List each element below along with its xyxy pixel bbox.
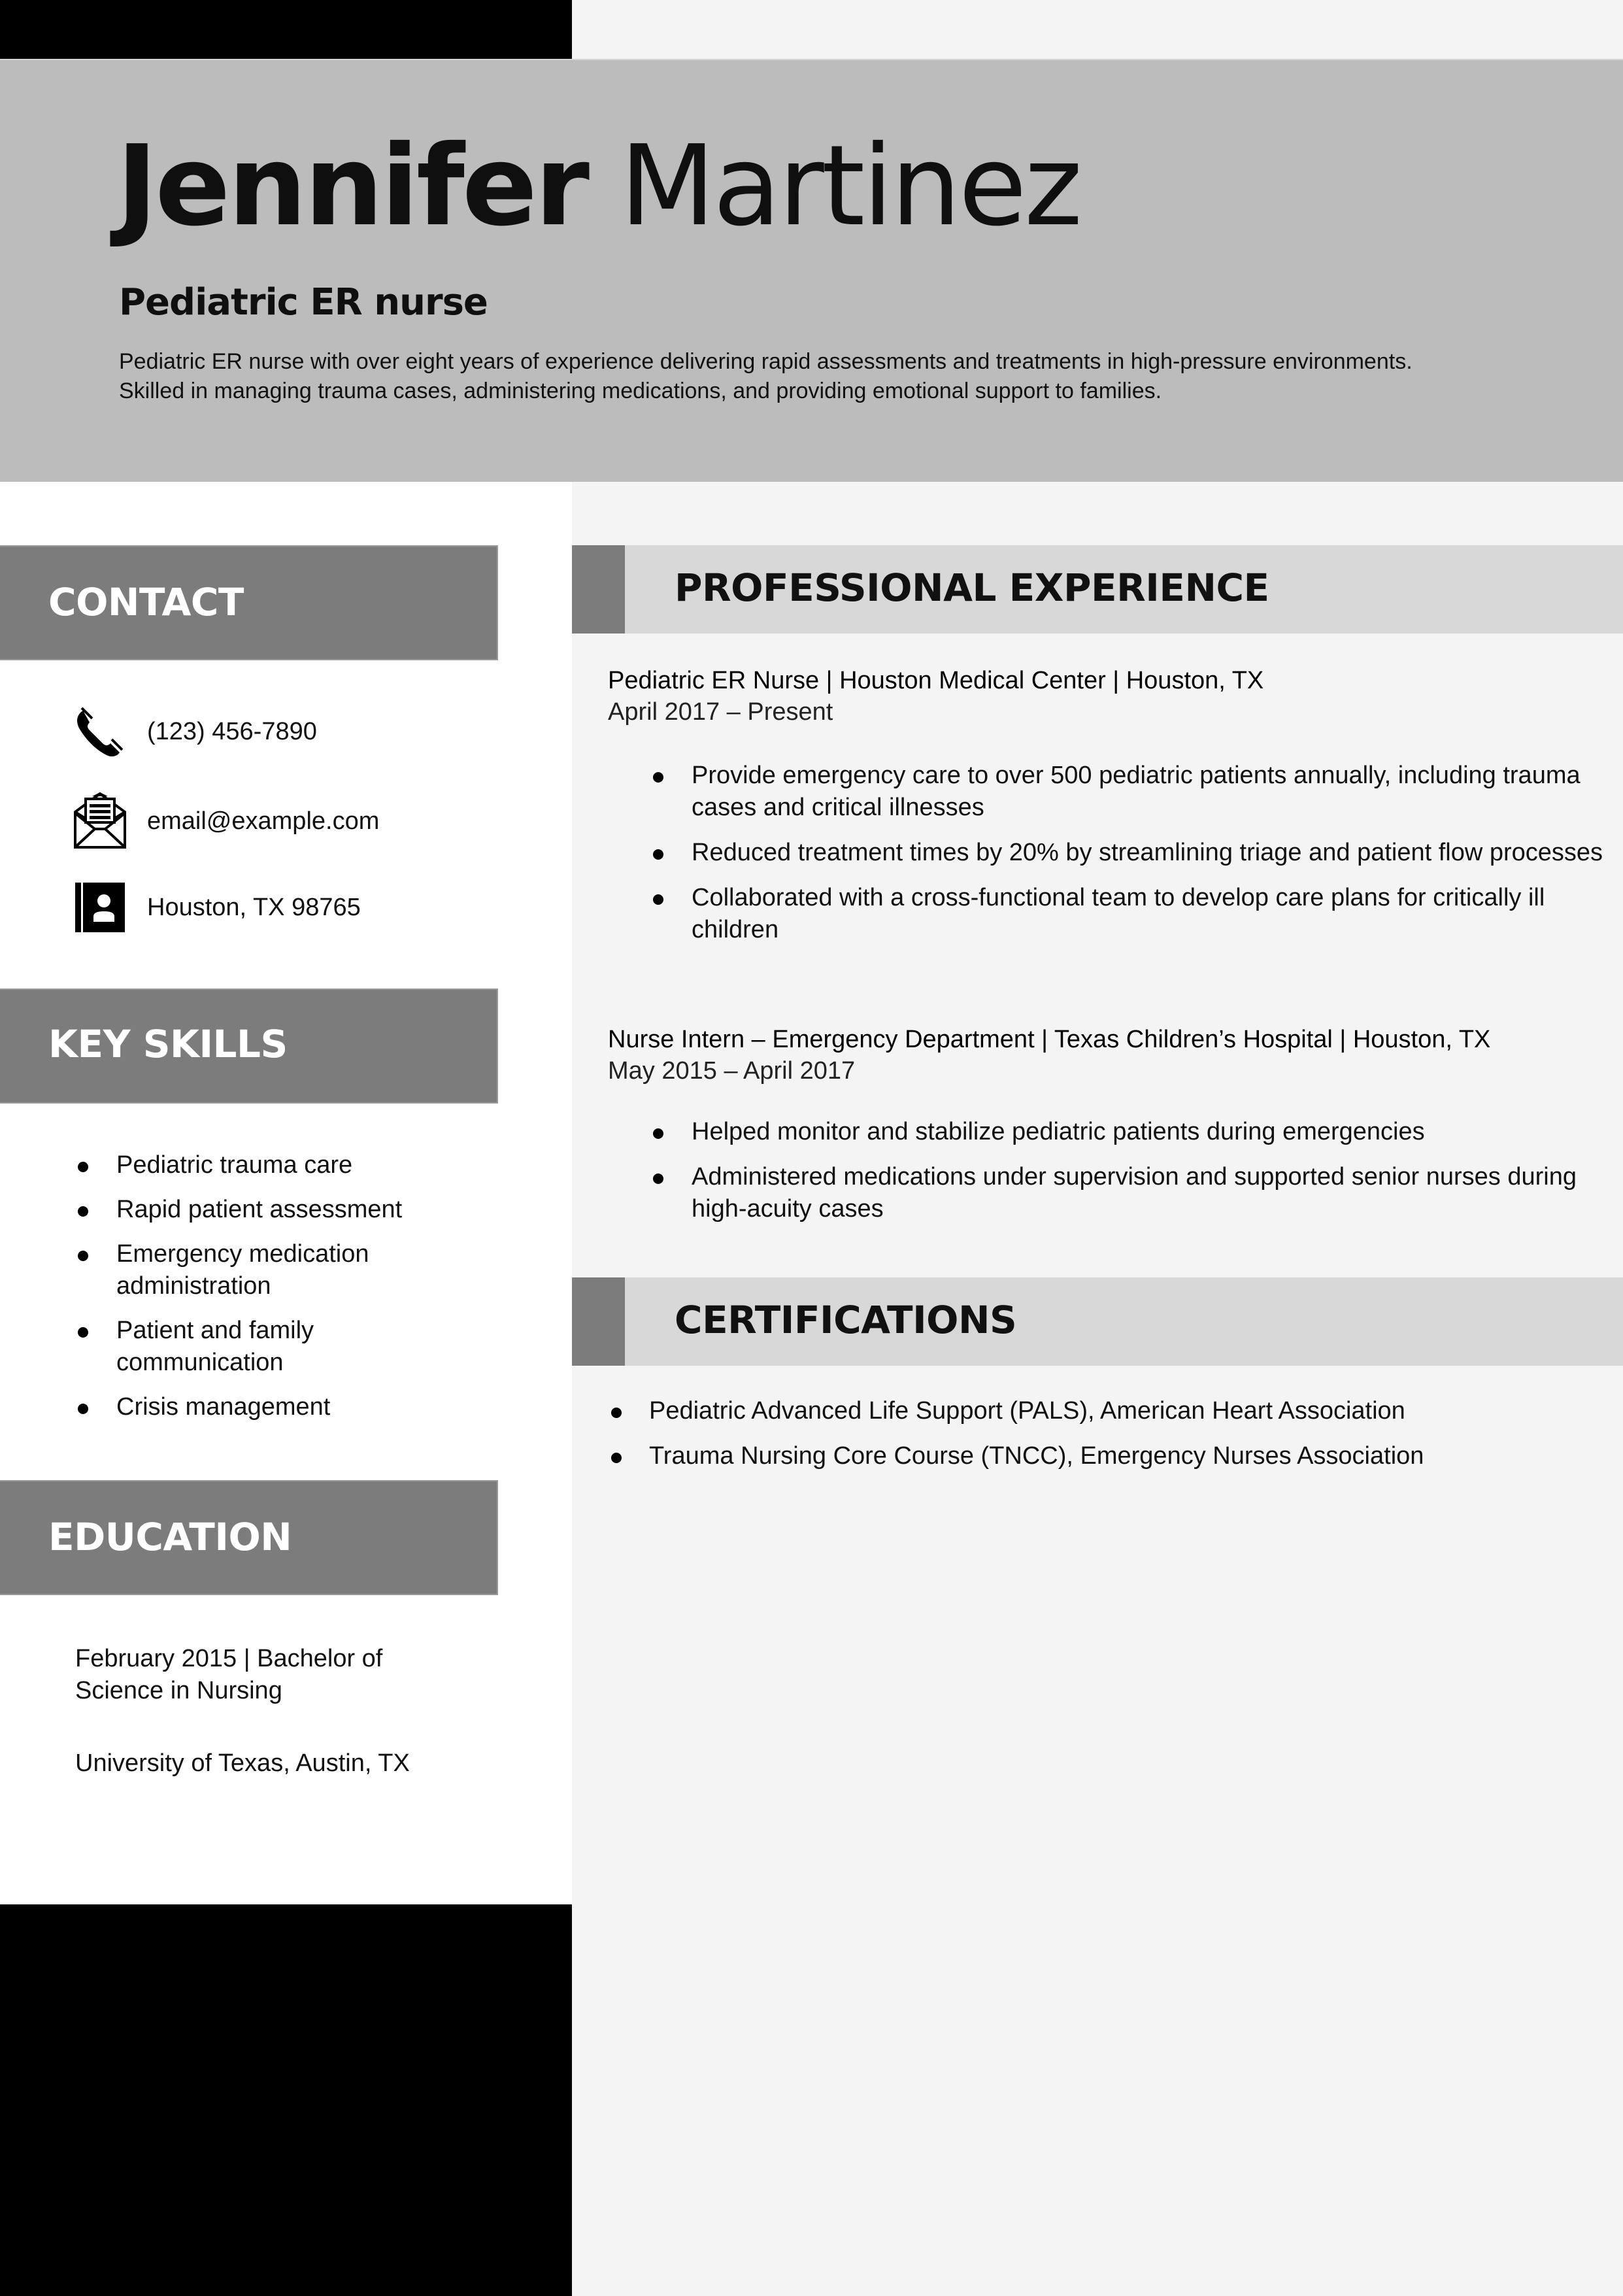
first-name: Jennifer: [116, 122, 587, 251]
summary-line: Pediatric ER nurse with over eight years of experience delivering rapid assessments and treatments in high-pressure environments.: [119, 349, 1413, 374]
job-bullet: Administered medications under supervision and supported senior nurses during high-acuity cases: [650, 1161, 1604, 1225]
bullet-icon: [653, 1128, 663, 1139]
job-dates: May 2015 – April 2017: [608, 1057, 856, 1085]
candidate-name: [116, 121, 1080, 252]
bullet-icon: [78, 1327, 88, 1338]
bullet-icon: [78, 1251, 88, 1261]
certifications-heading-box: [572, 1277, 1623, 1366]
job-bullets: [650, 760, 1604, 959]
bullet-icon: [653, 849, 663, 860]
job-bullet: Reduced treatment times by 20% by streamlining triage and patient flow processes: [650, 837, 1604, 869]
bottom-left-black-block: [0, 1904, 572, 2296]
job-dates: April 2017 – Present: [608, 698, 833, 726]
job-bullet: Provide emergency care to over 500 pediatric patients annually, including trauma cases and critical illnesses: [650, 760, 1604, 824]
contact-heading-box: [0, 545, 498, 660]
heading-accent-bar: [572, 545, 625, 633]
phone-icon: [74, 705, 126, 758]
email-text: email@example.com: [147, 807, 380, 835]
job-title-line: Pediatric ER Nurse | Houston Medical Center | Houston, TX: [608, 667, 1264, 694]
job-bullet: Collaborated with a cross-functional team to develop care plans for critically ill children: [650, 882, 1604, 946]
education-school: University of Texas, Austin, TX: [75, 1749, 410, 1777]
summary: [119, 347, 1590, 406]
bullet-icon: [78, 1404, 88, 1414]
right-column: [572, 482, 1623, 2296]
open-envelope-icon: [74, 792, 126, 849]
education-degree: February 2015 | Bachelor of Science in Nursing: [75, 1645, 383, 1704]
certification-item: Pediatric Advanced Life Support (PALS), American Heart Association: [608, 1395, 1588, 1427]
certification-item: Trauma Nursing Core Course (TNCC), Emergency Nurses Association: [608, 1440, 1588, 1472]
address-text: Houston, TX 98765: [147, 894, 361, 921]
job-title: Pediatric ER nurse: [119, 281, 488, 324]
skills-heading: KEY SKILLS: [48, 1022, 288, 1066]
bullet-icon: [611, 1408, 622, 1418]
contact-address: [74, 881, 492, 934]
summary-line: Skilled in managing trauma cases, administering medications, and providing emotional support to families.: [119, 379, 1162, 403]
bullet-icon: [611, 1453, 622, 1463]
bullet-icon: [78, 1162, 88, 1172]
education-heading: EDUCATION: [48, 1515, 292, 1559]
bullet-icon: [653, 1173, 663, 1184]
top-right-light-block: [572, 0, 1623, 59]
skill-item: Pediatric trauma care: [74, 1149, 466, 1181]
skill-item: Crisis management: [74, 1391, 466, 1423]
skills-list: [74, 1149, 466, 1436]
address-book-icon: [74, 881, 126, 934]
contact-heading: CONTACT: [48, 580, 244, 624]
heading-accent-bar: [572, 1277, 625, 1366]
experience-heading-box: [572, 545, 1623, 633]
education-heading-box: [0, 1480, 498, 1595]
skills-heading-box: [0, 988, 498, 1104]
top-left-black-block: [0, 0, 572, 59]
skill-item: Rapid patient assessment: [74, 1194, 466, 1226]
job-bullet: Helped monitor and stabilize pediatric patients during emergencies: [650, 1116, 1604, 1148]
last-name: Martinez: [620, 122, 1080, 251]
experience-heading: PROFESSIONAL EXPERIENCE: [675, 566, 1269, 610]
contact-email: [74, 792, 492, 845]
job-bullets: [650, 1116, 1604, 1238]
bullet-icon: [653, 894, 663, 905]
bullet-icon: [78, 1206, 88, 1217]
job-title-line: Nurse Intern – Emergency Department | Texas Children’s Hospital | Houston, TX: [608, 1026, 1491, 1053]
skill-item: Emergency medication administration: [74, 1238, 424, 1302]
certifications-heading: CERTIFICATIONS: [675, 1298, 1017, 1342]
bullet-icon: [653, 772, 663, 783]
phone-text: (123) 456-7890: [147, 718, 317, 745]
certifications-list: [608, 1395, 1588, 1485]
contact-phone: [74, 705, 492, 758]
skill-item: Patient and family communication: [74, 1315, 391, 1379]
